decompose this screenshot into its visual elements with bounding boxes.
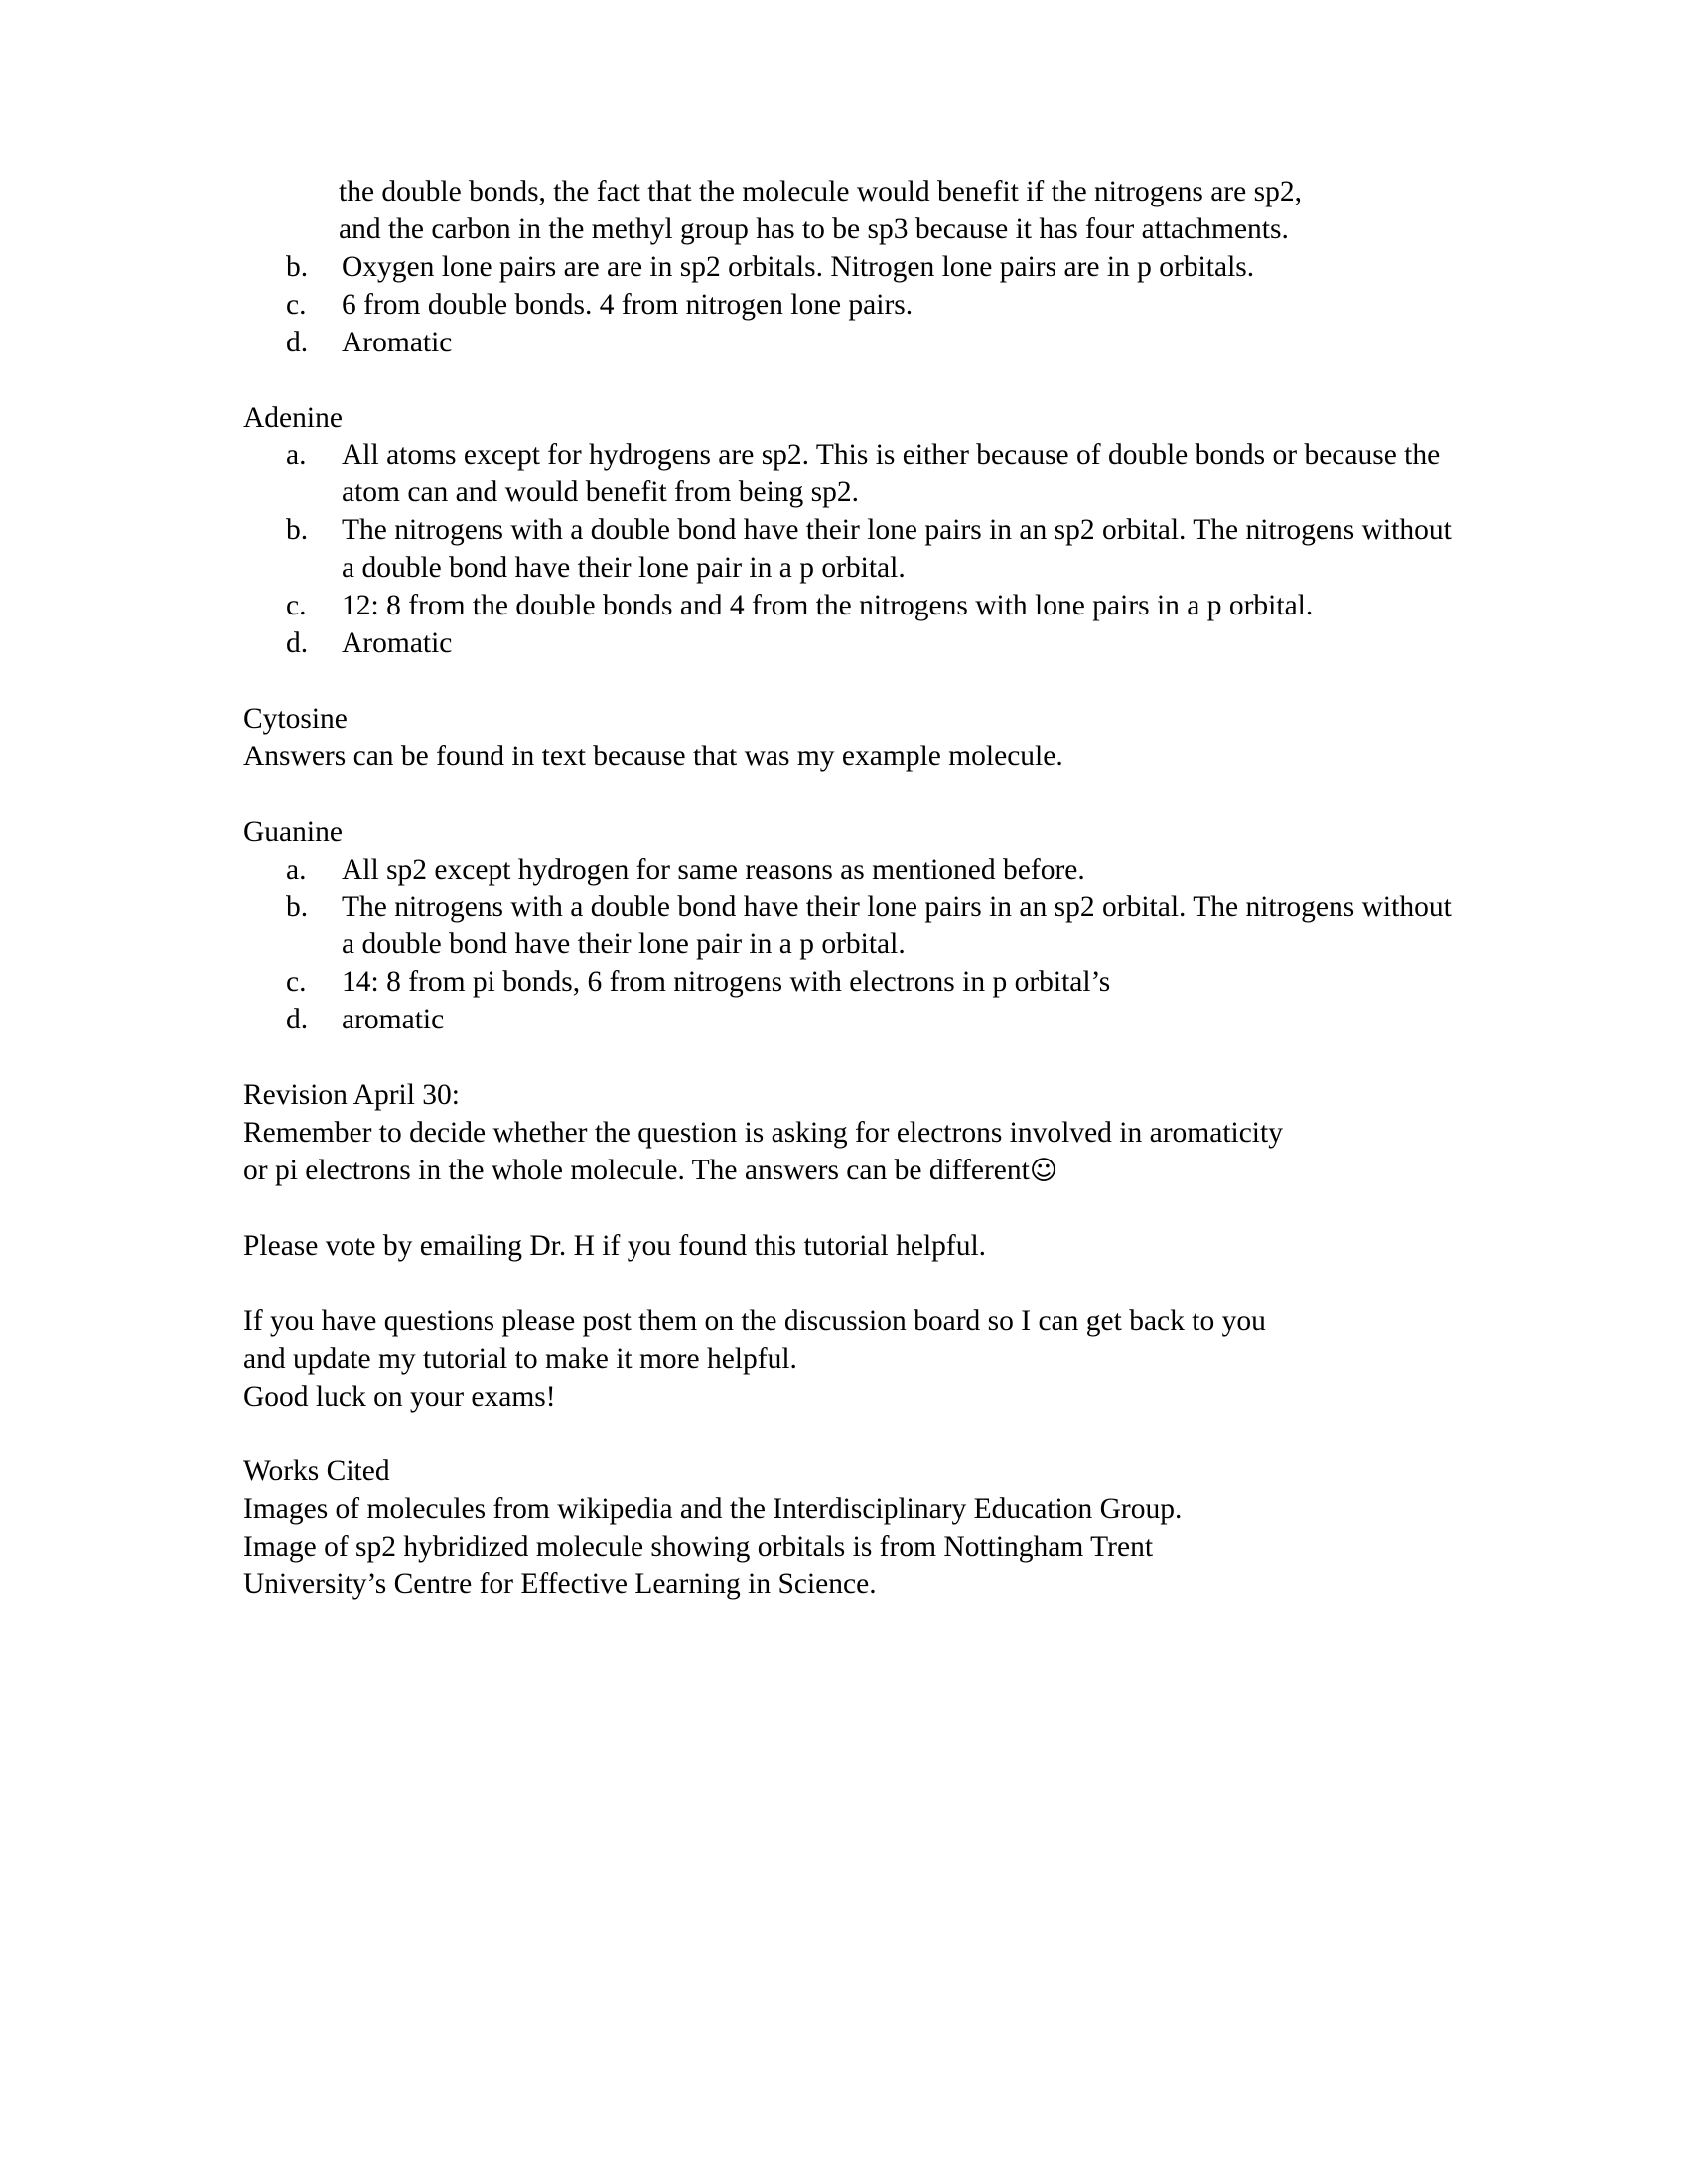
works-cited-line-1: Images of molecules from wikipedia and the Interdisciplinary Education Group.	[243, 1493, 1183, 1526]
paragraph-spacer	[243, 663, 1460, 701]
paragraph-spacer	[243, 1416, 1460, 1453]
list-item-letter: a.	[286, 853, 307, 886]
list-item-letter: c.	[286, 590, 307, 622]
revision-line-2	[243, 1153, 1460, 1190]
paragraph-spacer	[243, 1039, 1460, 1077]
list-item	[243, 889, 1460, 965]
closing-line-2: and update my tutorial to make it more helpful.	[243, 1342, 797, 1375]
list-item	[243, 625, 1460, 663]
list-item-letter: d.	[286, 326, 309, 358]
list-item-text: Aromatic	[342, 626, 453, 659]
list-item-letter: b.	[286, 514, 309, 547]
list-item-letter: c.	[286, 288, 307, 321]
list-item	[243, 964, 1460, 1002]
list-item	[243, 437, 1460, 512]
section-heading-cytosine: Cytosine	[243, 702, 348, 735]
works-cited-block	[243, 1453, 1460, 1604]
vote-paragraph: Please vote by emailing Dr. H if you found this tutorial helpful.	[243, 1229, 987, 1262]
list-item	[243, 512, 1460, 588]
list-item-text: The nitrogens with a double bond have their lone pairs in an sp2 orbital. The nitrogens without a double bond have their lone pair in a p orbital.	[342, 890, 1452, 961]
revision-heading: Revision April 30:	[243, 1079, 460, 1112]
first-lettered-list	[243, 249, 1460, 362]
revision-line-1: Remember to decide whether the question is asking for electrons involved in aromaticity	[243, 1117, 1283, 1150]
list-item-letter: d.	[286, 626, 309, 659]
list-item-letter: b.	[286, 250, 309, 283]
list-item-text: The nitrogens with a double bond have their lone pairs in an sp2 orbital. The nitrogens without a double bond have their lone pair in a p orbital.	[342, 514, 1452, 585]
list-item-letter: d.	[286, 1004, 309, 1036]
list-item-letter: c.	[286, 966, 307, 999]
paragraph-spacer	[243, 1266, 1460, 1303]
closing-line-3: Good luck on your exams!	[243, 1380, 556, 1413]
list-item-text: Aromatic	[342, 326, 453, 358]
list-item	[243, 588, 1460, 625]
paragraph-spacer	[243, 362, 1460, 400]
revision-line-2-text: or pi electrons in the whole molecule. The answers can be different	[243, 1154, 1030, 1186]
paragraph-spacer	[243, 776, 1460, 814]
section-heading-adenine: Adenine	[243, 401, 343, 434]
list-item-text: 14: 8 from pi bonds, 6 from nitrogens with electrons in p orbital’s	[342, 966, 1111, 999]
continued-paragraph-line-1: the double bonds, the fact that the molecule would benefit if the nitrogens are sp2,	[339, 176, 1302, 207]
revision-block	[243, 1077, 1460, 1190]
list-item	[243, 852, 1460, 889]
continued-paragraph	[243, 174, 1460, 249]
continued-paragraph-line-2: and the carbon in the methyl group has to be sp3 because it has four attachments.	[339, 212, 1289, 245]
list-item-text: 12: 8 from the double bonds and 4 from the nitrogens with lone pairs in a p orbital.	[342, 590, 1314, 622]
document-body	[243, 174, 1460, 1604]
list-item	[243, 287, 1460, 325]
list-item-text: 6 from double bonds. 4 from nitrogen lone pairs.	[342, 288, 914, 321]
list-item-text: Oxygen lone pairs are are in sp2 orbitals. Nitrogen lone pairs are in p orbitals.	[342, 250, 1255, 283]
guanine-lettered-list	[243, 852, 1460, 1040]
list-item-letter: b.	[286, 890, 309, 923]
works-cited-line-2: Image of sp2 hybridized molecule showing orbitals is from Nottingham Trent	[243, 1531, 1154, 1564]
smiley-face-icon: ☺	[1029, 1155, 1058, 1186]
section-heading-guanine: Guanine	[243, 815, 343, 848]
works-cited-heading: Works Cited	[243, 1455, 390, 1488]
paragraph-spacer	[243, 1190, 1460, 1228]
closing-line-1: If you have questions please post them on the discussion board so I can get back to you	[243, 1304, 1266, 1337]
cytosine-paragraph: Answers can be found in text because that was my example molecule.	[243, 740, 1063, 772]
list-item-text: aromatic	[342, 1004, 445, 1036]
list-item	[243, 325, 1460, 362]
adenine-lettered-list	[243, 437, 1460, 662]
closing-block	[243, 1303, 1460, 1417]
works-cited-line-3: University’s Centre for Effective Learning in Science.	[243, 1569, 877, 1601]
list-item	[243, 1002, 1460, 1039]
list-item-text: All atoms except for hydrogens are sp2. This is either because of double bonds or because the atom can and would benefit from being sp2.	[342, 439, 1441, 509]
list-item	[243, 249, 1460, 287]
list-item-letter: a.	[286, 439, 307, 472]
list-item-text: All sp2 except hydrogen for same reasons as mentioned before.	[342, 853, 1085, 886]
